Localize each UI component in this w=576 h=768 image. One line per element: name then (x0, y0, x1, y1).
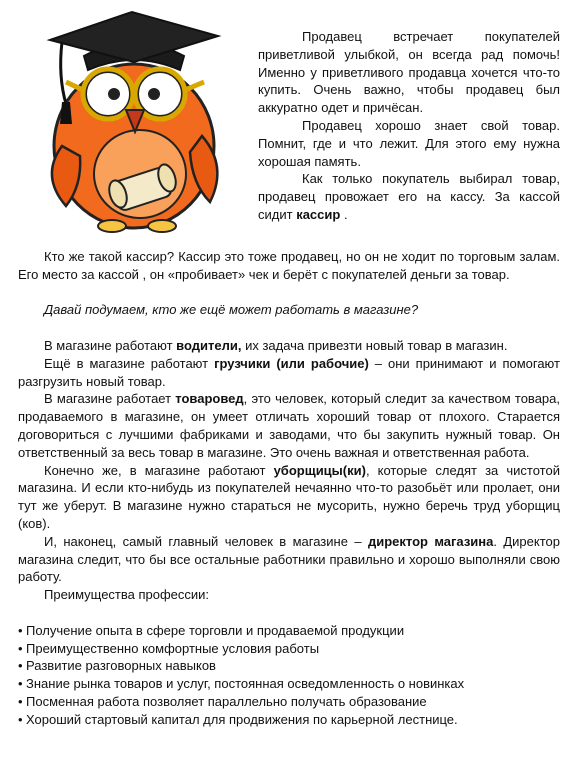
bullet-icon: • (18, 693, 23, 709)
checkout-text-post: . (340, 206, 348, 222)
question-paragraph: Давай подумаем, кто же ещё может работать в магазине? (44, 302, 419, 318)
bullet-icon: • (18, 658, 23, 674)
director-term: директор магазина (367, 533, 494, 549)
cleaners-term: уборщицы(ки) (273, 462, 366, 478)
workers-paragraph-director (18, 533, 560, 586)
list-item (18, 640, 560, 658)
advantage-text: Преимущественно комфортные условия работы (26, 640, 320, 656)
workers-paragraph-merchandiser (18, 390, 560, 461)
advantage-text: Развитие разговорных навыков (26, 658, 216, 674)
intro-paragraph-greeting: Продавец встречает покупателей приветливой улыбкой, он всегда рад помочь! Именно у приветливого продавца хочется что-то купить. Очень важно, чтобы продавец был аккуратно одет и причёсан. (258, 29, 560, 116)
director-text-post: . Директор магазина следит, что бы все остальные работники правильно и хорошо выполняли свою работу. (18, 533, 560, 585)
list-item (18, 711, 560, 729)
bullet-icon: • (18, 622, 23, 638)
drivers-text-post: их задача привезти новый товар в магазин. (241, 337, 508, 353)
cashier-paragraph: Кто же такой кассир? Кассир это тоже продавец, но он не ходит по торговым залам. Его место за кассой , он «пробивает» чек и берёт с покупателей деньги за товар. (18, 249, 560, 282)
advantage-text: Знание рынка товаров и услуг, постоянная осведомленность о новинках (26, 676, 465, 692)
merchandiser-text-pre: В магазине работает (44, 391, 176, 407)
advantages-list (18, 622, 560, 729)
drivers-text-pre: В магазине работают (44, 337, 177, 353)
owl-scholar-illustration (22, 6, 244, 234)
advantage-text: Получение опыта в сфере торговли и продаваемой продукции (26, 622, 405, 638)
intro-paragraph-knowledge: Продавец хорошо знает свой товар. Помнит, где и что лежит. Для этого ему нужна хорошая память. (258, 117, 560, 169)
loaders-text-post: – они принимают и помогают разгрузить новый товар. (18, 355, 560, 389)
bullet-icon: • (18, 711, 23, 727)
checkout-text-pre: Как только покупатель выбирал товар, продавец провожает его на кассу. За кассой сидит (258, 171, 560, 222)
list-item (18, 622, 560, 640)
main-text-block (18, 248, 560, 729)
list-item (18, 675, 560, 693)
advantage-text: Посменная работа позволяет параллельно получать образование (26, 693, 427, 709)
owl-foot-right (148, 220, 176, 232)
bullet-icon: • (18, 676, 23, 692)
intro-text-block (258, 28, 560, 224)
advantages-title: Преимущества профессии: (44, 587, 210, 603)
merchandiser-term: товаровед (175, 391, 244, 407)
loaders-text-pre: Ещё в магазине работают (44, 355, 215, 371)
bullet-icon: • (18, 640, 23, 656)
list-item (18, 657, 560, 675)
intro-paragraph-checkout (258, 170, 560, 223)
advantage-text: Хороший стартовый капитал для продвижения по карьерной лестнице. (26, 711, 458, 727)
list-item (18, 693, 560, 711)
cleaners-text-post: , которые следят за чистотой магазина. И если кто-нибудь из покупателей нечаянно что-то разобьёт или пролает, они тут же уберут. В магазине нужно стараться не мусорить, нужно беречь труд уборщиц (ков). (18, 462, 560, 531)
director-text-pre: И, наконец, самый главный человек в магазине – (44, 533, 368, 549)
cleaners-text-pre: Конечно же, в магазине работают (44, 462, 274, 478)
owl-foot-left (98, 220, 126, 232)
workers-paragraph-loaders (18, 355, 560, 391)
drivers-term: водители, (176, 337, 242, 353)
merchandiser-text-post: , это человек, который следит за качеством товара, продаваемого в магазине, он умеет отличать хороший товар от плохого. Старается договориться с лучшими фабриками и заводами, что бы закупить нужный товар. Он ответственный за весь товар в магазине. Это очень важная и ответственная работа. (18, 391, 560, 460)
loaders-term: грузчики (или рабочие) (214, 355, 369, 371)
workers-paragraph-drivers (18, 337, 560, 355)
workers-paragraph-cleaners (18, 462, 560, 533)
cashier-term: кассир (296, 206, 341, 222)
